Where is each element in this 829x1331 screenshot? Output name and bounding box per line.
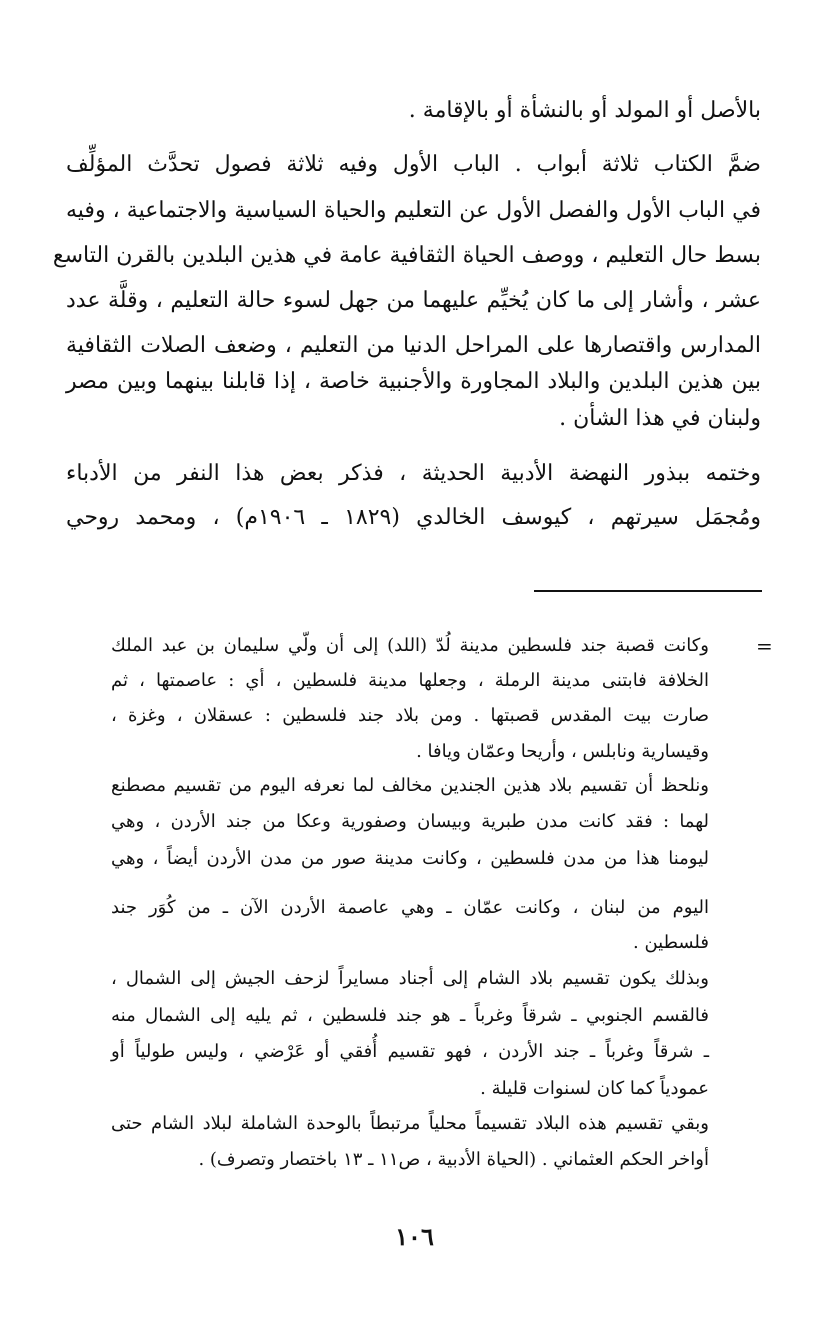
body-line: بالأصل أو المولد أو بالنشأة أو بالإقامة . — [408, 98, 761, 123]
body-line: ومُجمَل سيرتهم ، كيوسف الخالدي (١٨٢٩ ـ ١٩٠٦م) ، ومحمد روحي — [66, 505, 761, 530]
body-line: المدارس واقتصارها على المراحل الدنيا من التعليم ، وضعف الصلات الثقافية — [66, 333, 761, 358]
footnote-line: أواخر الحكم العثماني . (الحياة الأدبية ، ص١١ ـ ١٣ باختصار وتصرف) . — [198, 1149, 709, 1170]
footnote-line: وبقي تقسيم هذه البلاد تقسيماً محلياً مرتبطاً بالوحدة الشاملة لبلاد الشام حتى — [111, 1113, 709, 1134]
footnote-line: وبذلك يكون تقسيم بلاد الشام إلى أجناد مسايراً لزحف الجيش إلى الشمال ، — [111, 968, 709, 989]
body-line: في الباب الأول والفصل الأول عن التعليم والحياة السياسية والاجتماعية ، وفيه — [66, 198, 761, 223]
footnote-line: وقيسارية ونابلس ، وأريحا وعمّان ويافا . — [416, 741, 709, 762]
footnote-line: اليوم من لبنان ، وكانت عمّان ـ وهي عاصمة الأردن الآن ـ من كُوَر جند — [111, 897, 709, 918]
body-line: ضمَّ الكتاب ثلاثة أبواب . الباب الأول وفيه ثلاثة فصول تحدَّث المؤلِّف — [66, 152, 761, 177]
body-line: عشر ، وأشار إلى ما كان يُخيِّم عليهما من جهل لسوء حالة التعليم ، وقلَّة عدد — [66, 288, 761, 313]
page-number: ١٠٦ — [395, 1222, 434, 1251]
body-line: بسط حال التعليم ، ووصف الحياة الثقافية عامة في هذين البلدين بالقرن التاسع — [52, 243, 761, 268]
footnote-line: وكانت قصبة جند فلسطين مدينة لُدّ (اللد) إلى أن ولّي سليمان بن عبد الملك — [111, 635, 709, 656]
body-line: بين هذين البلدين والبلاد المجاورة والأجنبية خاصة ، إذا قابلنا بينهما وبين مصر — [66, 369, 761, 394]
footnote-separator — [534, 590, 762, 592]
body-line: ولبنان في هذا الشأن . — [559, 406, 761, 431]
footnote-line: ـ شرقاً وغرباً ـ جند الأردن ، فهو تقسيم أُفقي أو عَرْضي ، وليس طولياً أو — [111, 1041, 709, 1062]
footnote-line: لهما : فقد كانت مدن طبرية وبيسان وصفورية وعكا من جند الأردن ، وهي — [111, 811, 709, 832]
footnote-line: عمودياً كما كان لسنوات قليلة . — [480, 1078, 709, 1099]
footnote-line: ونلحظ أن تقسيم بلاد هذين الجندين مخالف لما نعرفه اليوم من تقسيم مصطنع — [111, 775, 709, 796]
footnote-line: صارت بيت المقدس قصبتها . ومن بلاد جند فلسطين : عسقلان ، وغزة ، — [111, 705, 709, 726]
footnote-line: ليومنا هذا من مدن فلسطين ، وكانت مدينة صور من مدن الأردن أيضاً ، وهي — [111, 848, 709, 869]
body-line: وختمه ببذور النهضة الأدبية الحديثة ، فذكر بعض هذا النفر من الأدباء — [66, 461, 761, 486]
footnote-continuation-mark: = — [756, 634, 773, 658]
footnote-line: فلسطين . — [633, 932, 709, 953]
footnote-line: فالقسم الجنوبي ـ شرقاً وغرباً ـ هو جند فلسطين ، ثم يليه إلى الشمال منه — [111, 1005, 709, 1026]
footnote-line: الخلافة فابتنى مدينة الرملة ، وجعلها مدينة فلسطين ، أي : عاصمتها ، ثم — [111, 670, 709, 691]
